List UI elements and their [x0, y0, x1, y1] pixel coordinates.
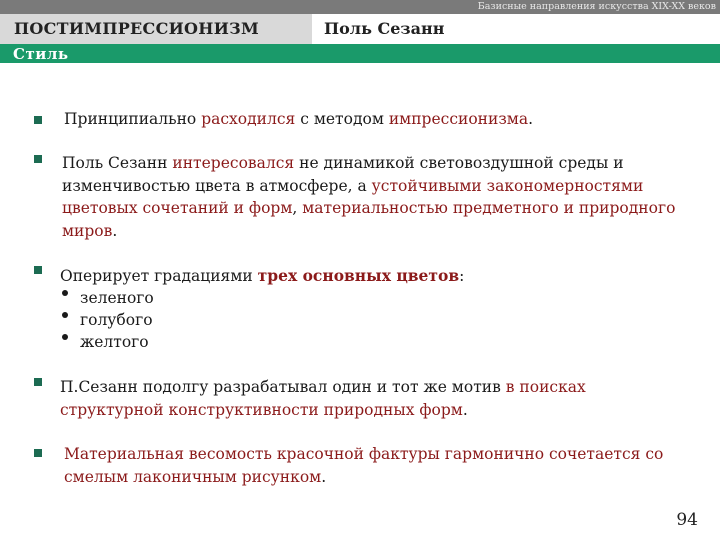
slide-header — [0, 14, 720, 44]
text-run: не динамикой световоздушной среды и изменчивостью цвета в атмосфере, а — [62, 154, 624, 195]
bullet-text-3 — [60, 265, 690, 288]
bullet-dot-icon — [62, 334, 68, 340]
header-artist-panel — [312, 14, 720, 44]
color-item: зеленого — [80, 289, 154, 307]
text-run: Поль Сезанн — [62, 154, 173, 172]
bullet-dot-icon — [62, 290, 68, 296]
text-run: . — [112, 221, 118, 240]
highlight-run: материальностью предметного и природного миров — [62, 199, 676, 240]
text-run: с методом — [295, 110, 389, 128]
bullet-square-icon — [34, 116, 42, 124]
artist-title: Поль Сезанн — [324, 19, 445, 38]
text-run: . — [462, 400, 468, 419]
bullet-dot-icon — [62, 312, 68, 318]
bullet-square-icon — [34, 378, 42, 386]
course-title: Базисные направления искусства XIX-XX веков — [477, 1, 716, 12]
section-title: ПОСТИМПРЕССИОНИЗМ — [14, 19, 259, 38]
header-section-panel — [0, 14, 312, 44]
text-run: . — [528, 110, 534, 128]
color-item: желтого — [80, 333, 149, 351]
text-run: : — [459, 267, 465, 285]
text-run: , — [292, 199, 303, 217]
style-bar — [0, 44, 720, 63]
bullet-text-1 — [64, 108, 684, 131]
text-run: Принципиально — [64, 110, 202, 128]
text-run: П.Сезанн подолгу разрабатывал один и тот же мотив — [60, 378, 506, 396]
highlight-run: устойчивыми закономерностями цветовых сочетаний и форм — [62, 176, 644, 217]
bullet-text-2 — [62, 152, 694, 242]
highlight-run: в поисках структурной конструктивности природных форм — [60, 378, 586, 419]
text-run: Оперирует градациями — [60, 267, 258, 285]
highlight-run: интересовался — [172, 154, 295, 172]
page-number: 94 — [676, 510, 698, 530]
bullet-square-icon — [34, 155, 42, 163]
color-item: голубого — [80, 311, 153, 329]
style-label: Стиль — [13, 45, 69, 63]
bullet-square-icon — [34, 449, 42, 457]
text-run: . — [321, 467, 327, 486]
bullet-text-5 — [64, 443, 684, 488]
highlight-run: трех основных цветов — [257, 266, 460, 285]
highlight-run: импрессионизма — [388, 110, 529, 128]
highlight-run: Материальная весомость красочной фактуры гармонично сочетается со смелым лаконичным рисунком — [64, 445, 664, 486]
bullet-text-4 — [60, 376, 660, 421]
highlight-run: расходился — [201, 110, 296, 128]
bullet-square-icon — [34, 266, 42, 274]
